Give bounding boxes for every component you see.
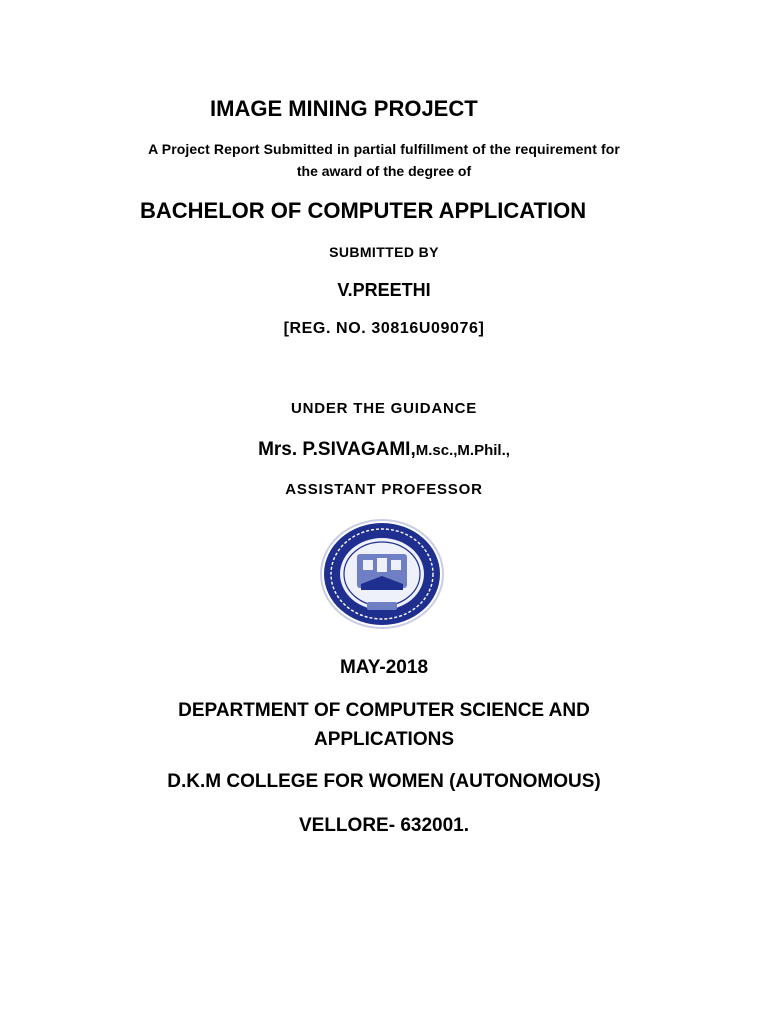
report-subtitle-line-2: the award of the degree of	[296, 163, 472, 179]
submitted-by-label: SUBMITTED BY	[329, 244, 439, 260]
registration-number: [REG. NO. 30816U09076]	[283, 320, 485, 337]
guide-name-line	[0, 440, 768, 459]
degree-name: BACHELOR OF COMPUTER APPLICATION	[140, 198, 587, 223]
submission-date: MAY-2018	[339, 657, 429, 678]
college-name: D.K.M COLLEGE FOR WOMEN (AUTONOMOUS)	[167, 771, 601, 792]
college-seal-icon	[319, 518, 445, 630]
guide-designation: ASSISTANT PROFESSOR	[285, 481, 483, 498]
guide-name: Mrs. P.SIVAGAMI,	[258, 439, 416, 460]
department-line-1: DEPARTMENT OF COMPUTER SCIENCE AND	[178, 700, 590, 721]
guide-qualifications: M.sc.,M.Phil.,	[415, 442, 510, 459]
project-title: IMAGE MINING PROJECT	[210, 96, 478, 121]
report-subtitle-line-1: A Project Report Submitted in partial fulfillment of the requirement for	[148, 141, 620, 157]
student-name: V.PREETHI	[337, 280, 431, 300]
department-line-2: APPLICATIONS	[313, 729, 455, 750]
guidance-label: UNDER THE GUIDANCE	[290, 400, 478, 417]
college-city: VELLORE- 632001.	[298, 815, 470, 836]
